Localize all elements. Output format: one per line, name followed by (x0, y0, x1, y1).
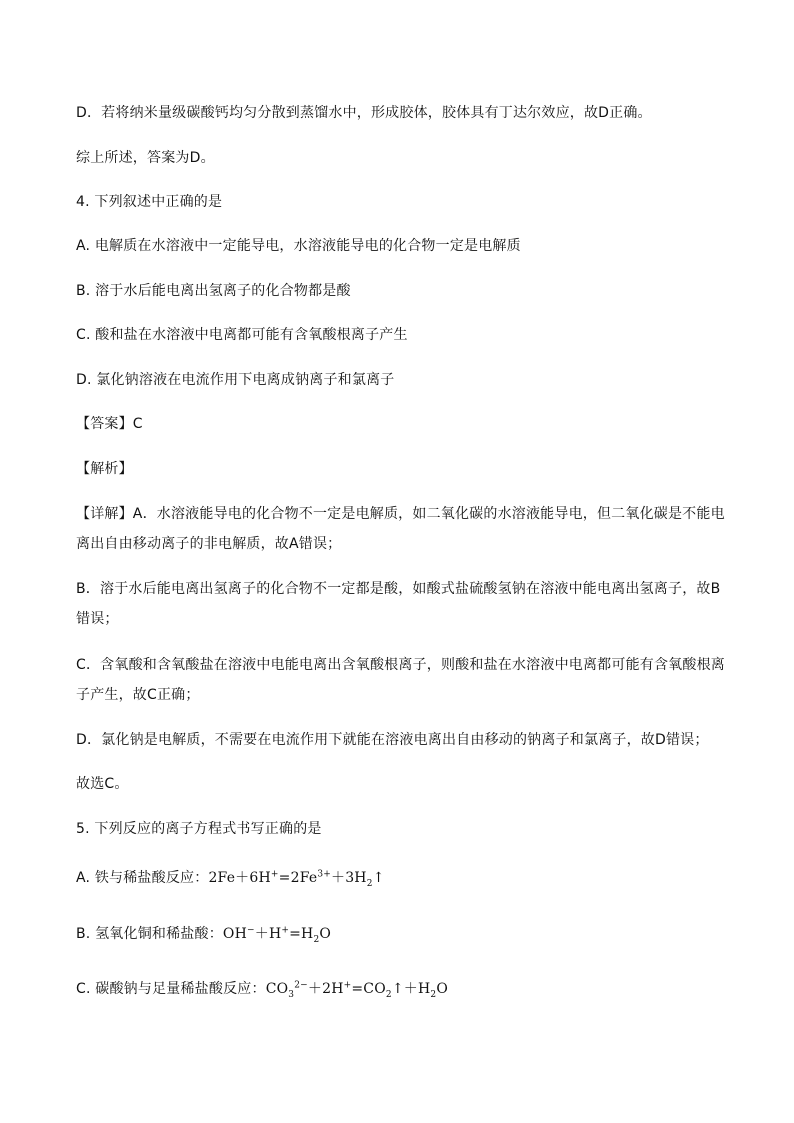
question-5-option-a (76, 868, 736, 888)
detail-b-line-1: B．溶于水后能电离出氢离子的化合物不一定都是酸，如酸式盐硫酸氢钠在溶液中能电离出氢离子，故B (76, 581, 721, 597)
equation-b: $OH^-+H^+=H_2O$ (222, 925, 332, 945)
question-4-option-b: B. 溶于水后能电离出氢离子的化合物都是酸 (76, 283, 351, 299)
paragraph-option-d-explanation: D．若将纳米量级碳酸钙均匀分散到蒸馏水中，形成胶体，胶体具有丁达尔效应，故D正确。 (76, 105, 652, 121)
question-5-stem: 5. 下列反应的离子方程式书写正确的是 (76, 821, 322, 837)
question-5-option-b (76, 924, 736, 944)
question-4-option-d: D. 氯化钠溶液在电流作用下电离成钠离子和氯离子 (76, 372, 395, 388)
detail-b-line-2: 错误； (76, 611, 119, 627)
analysis-heading: 【解析】 (76, 461, 133, 477)
detail-c-line-2: 子产生，故C正确； (76, 687, 200, 703)
detail-a-line-1: 【详解】A．水溶液能导电的化合物不一定是电解质，如二氧化碳的水溶液能导电，但二氧化碳是不能电 (76, 506, 725, 522)
detail-a-line-2: 离出自由移动离子的非电解质，故A错误； (76, 536, 342, 552)
question-4-stem: 4. 下列叙述中正确的是 (76, 194, 223, 210)
option-c-label: C. 碳酸钠与足量稀盐酸反应： (76, 981, 266, 997)
option-b-label: B. 氢氧化铜和稀盐酸： (76, 926, 223, 942)
question-4-option-a: A. 电解质在水溶液中一定能导电，水溶液能导电的化合物一定是电解质 (76, 238, 521, 254)
question-4-option-c: C. 酸和盐在水溶液中电离都可能有含氧酸根离子产生 (76, 327, 408, 343)
answer-line: 【答案】C (76, 416, 143, 432)
paragraph-summary: 综上所述，答案为D。 (76, 150, 215, 166)
equation-c: $CO_3^{2-}+2H^+=CO_2↑+H_2O$ (265, 980, 448, 1000)
equation-a: $2Fe+6H^+=2Fe^{3+}+3H_2↑$ (208, 869, 385, 889)
detail-c-line-1: C．含氧酸和含氧酸盐在溶液中电能电离出含氧酸根离子，则酸和盐在水溶液中电离都可能有含氧酸根离 (76, 657, 725, 673)
detail-d: D．氯化钠是电解质，不需要在电流作用下就能在溶液电离出自由移动的钠离子和氯离子，故D错误； (76, 732, 709, 748)
choose-line: 故选C。 (76, 776, 129, 792)
question-5-option-c (76, 979, 736, 999)
option-a-label: A. 铁与稀盐酸反应： (76, 870, 209, 886)
